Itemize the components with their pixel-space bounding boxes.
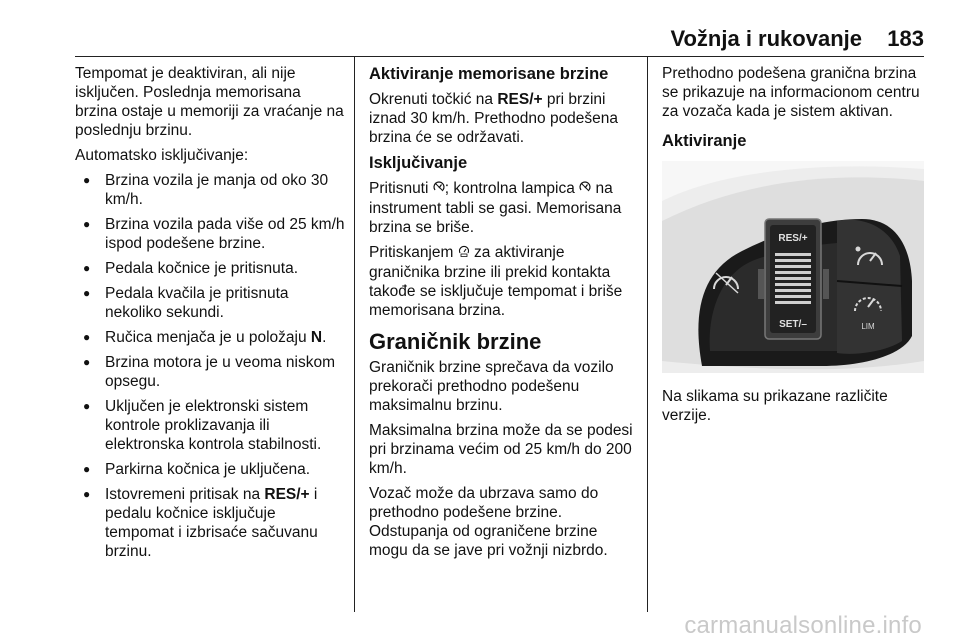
paragraph-limiter-3: Vozač može da ubrzava samo do prethodno podešene brzine. Odstupanja od ograničene brzine mogu da se jave pri vožnji nizbrdo. (369, 485, 608, 559)
column-2 (369, 64, 639, 566)
heading-memory-activation: Aktiviranje memorisane brzine (369, 65, 609, 83)
auto-off-list (75, 171, 345, 561)
speed-limiter-icon (458, 244, 470, 263)
list-item: ● Brzina vozila pada više od 25 km/h ispod podešene brzine. (75, 215, 345, 253)
cruise-off-icon (433, 180, 445, 199)
heading-activation: Aktiviranje (662, 132, 747, 150)
list-item: ● Brzina motora je u veoma niskom opsegu. (75, 353, 345, 391)
text: ; kontrolna lampica (444, 180, 580, 197)
res-label: RES/+ (778, 233, 808, 244)
res-label: RES/+ (497, 91, 543, 108)
paragraph-limit-display: Prethodno podešena granična brzina se prikazuje na informacionom centru za vozača kada je sistem aktivan. (662, 65, 920, 120)
list-item: ● Parkirna kočnica je uključena. (75, 460, 345, 479)
paragraph-versions: Na slikama su prikazane različite verzije. (662, 388, 888, 424)
list-item-text: Istovremeni pritisak na (105, 486, 265, 503)
paragraph-auto-off: Automatsko isključivanje: (75, 147, 249, 164)
set-label: SET/– (779, 319, 807, 330)
list-item: ● Brzina vozila je manja od oko 30 km/h. (75, 171, 345, 209)
list-item (75, 485, 345, 561)
paragraph-memory (369, 90, 639, 147)
cruise-off-icon (579, 180, 591, 199)
list-item: ● Uključen je elektronski sistem kontrole proklizavanja ili elektronska kontrola stabilnosti. (75, 397, 345, 454)
lim-label: LIM (861, 322, 875, 331)
list-item-text: . (322, 329, 327, 346)
res-label: RES/+ (264, 486, 310, 503)
paragraph-limiter-2: Maksimalna brzina može da se podesi pri brzinama većim od 25 km/h do 200 km/h. (369, 422, 633, 477)
header-rule (75, 56, 924, 57)
gear-position: N (310, 329, 323, 346)
paragraph-deactivation (369, 179, 639, 237)
paragraph-limiter-1: Graničnik brzine sprečava da vozilo prekorači prethodno podešenu maksimalnu brzinu. (369, 359, 614, 414)
page-number: 183 (887, 26, 924, 51)
list-item (75, 328, 345, 347)
text: Pritiskanjem (369, 244, 458, 261)
text: za aktiviranje graničnika brzine ili prekid kontakta takođe se isključuje tempomat i briše memorisana brzina. (369, 244, 623, 319)
list-item: ● Pedala kočnice je pritisnuta. (75, 259, 345, 278)
text: pri brzini iznad 30 km/h. Prethodno podešena brzina će se održavati. (369, 91, 619, 146)
page-header (0, 0, 960, 56)
list-item-text: i pedalu kočnice isključuje tempomat i izbrisaće sačuvanu brzinu. (105, 486, 318, 560)
watermark: carmanualsonline.info (684, 612, 922, 639)
page-title: Vožnja i rukovanje (670, 26, 862, 51)
list-item-text: Ručica menjača je u položaju (105, 329, 311, 346)
steering-wheel-controls-figure (662, 161, 924, 373)
text: Pritisnuti (369, 180, 433, 197)
column-1 (75, 64, 345, 567)
text: Okrenuti točkić na (369, 91, 498, 108)
column-divider-1 (354, 56, 355, 612)
paragraph-limiter-press (369, 243, 639, 320)
heading-deactivation: Isključivanje (369, 154, 468, 172)
heading-speed-limiter: Graničnik brzine (369, 329, 542, 354)
list-item: ● Pedala kvačila je pritisnuta nekoliko sekundi. (75, 284, 345, 322)
text: na instrument tabli se gasi. Memorisana brzina se briše. (369, 180, 622, 236)
column-divider-2 (647, 56, 648, 612)
column-3 (662, 64, 928, 431)
paragraph-deactivated: Tempomat je deaktiviran, ali nije isključen. Poslednja memorisana brzina ostaje u memoriji za vraćanje na poslednju brzinu. (75, 65, 344, 139)
